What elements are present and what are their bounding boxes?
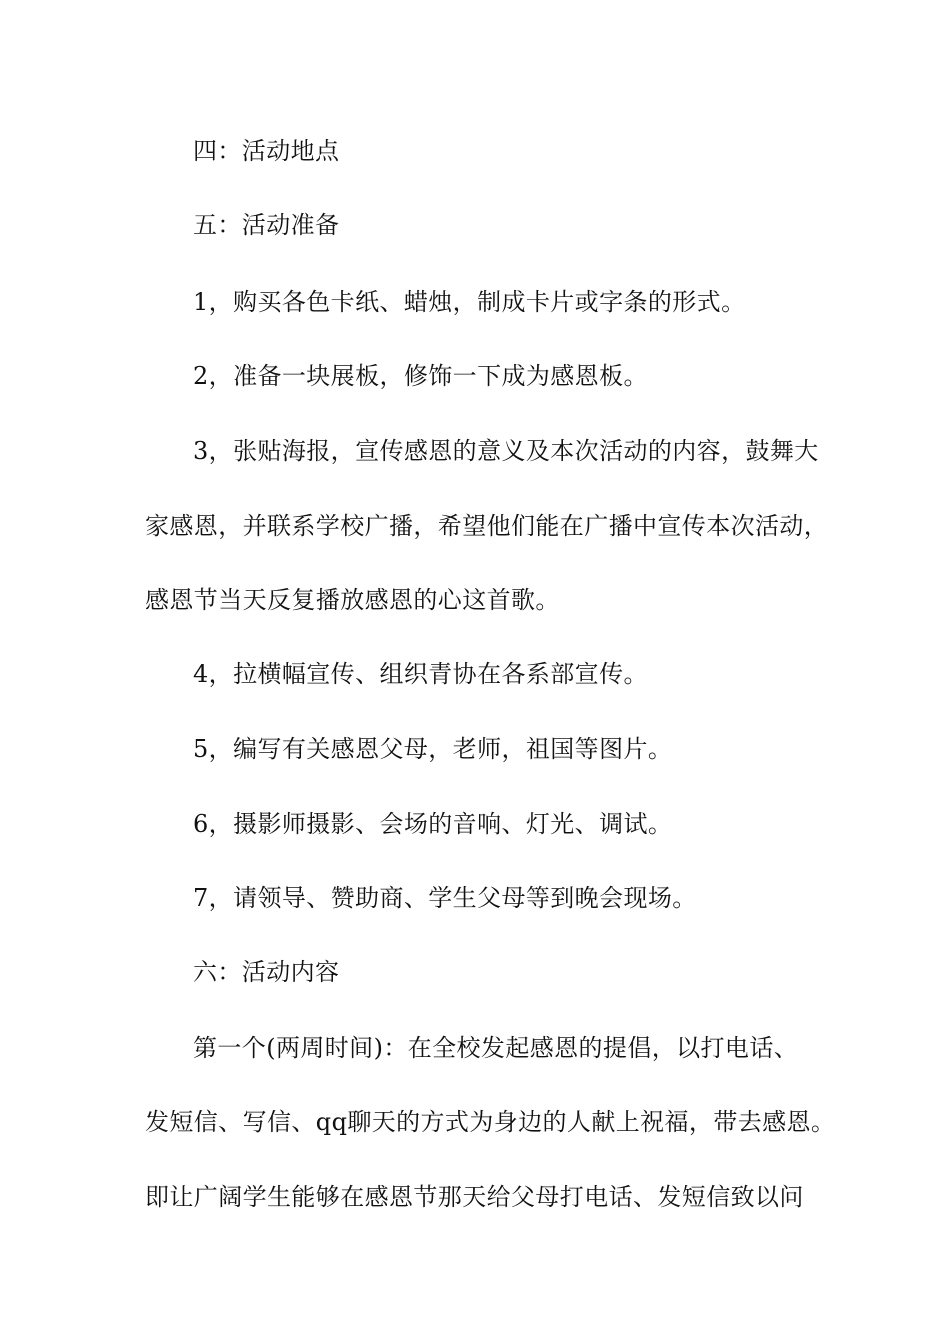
paragraph-line: 4，拉横幅宣传、组织青协在各系部宣传。 [193,660,648,688]
heading-activity-location: 四：活动地点 [193,137,340,165]
paragraph-line: 3，张贴海报，宣传感恩的意义及本次活动的内容，鼓舞大 [193,437,819,465]
paragraph-line: 1，购买各色卡纸、蜡烛，制成卡片或字条的形式。 [193,288,746,316]
paragraph-line: 发短信、写信、qq聊天的方式为身边的人献上祝福，带去感恩。 [145,1108,836,1136]
paragraph-line: 家感恩，并联系学校广播，希望他们能在广播中宣传本次活动， [145,512,829,540]
heading-activity-preparation: 五：活动准备 [193,211,340,239]
paragraph-line: 5，编写有关感恩父母，老师，祖国等图片。 [193,735,673,763]
paragraph-line: 第一个(两周时间)：在全校发起感恩的提倡，以打电话、 [193,1034,799,1062]
paragraph-line: 2，准备一块展板，修饰一下成为感恩板。 [193,362,648,390]
paragraph-line: 7，请领导、赞助商、学生父母等到晚会现场。 [193,884,697,912]
paragraph-line: 即让广阔学生能够在感恩节那天给父母打电话、发短信致以问 [145,1183,804,1211]
paragraph-line: 6，摄影师摄影、会场的音响、灯光、调试。 [193,810,673,838]
heading-activity-content: 六：活动内容 [193,958,340,986]
paragraph-line: 感恩节当天反复播放感恩的心这首歌。 [145,586,560,614]
